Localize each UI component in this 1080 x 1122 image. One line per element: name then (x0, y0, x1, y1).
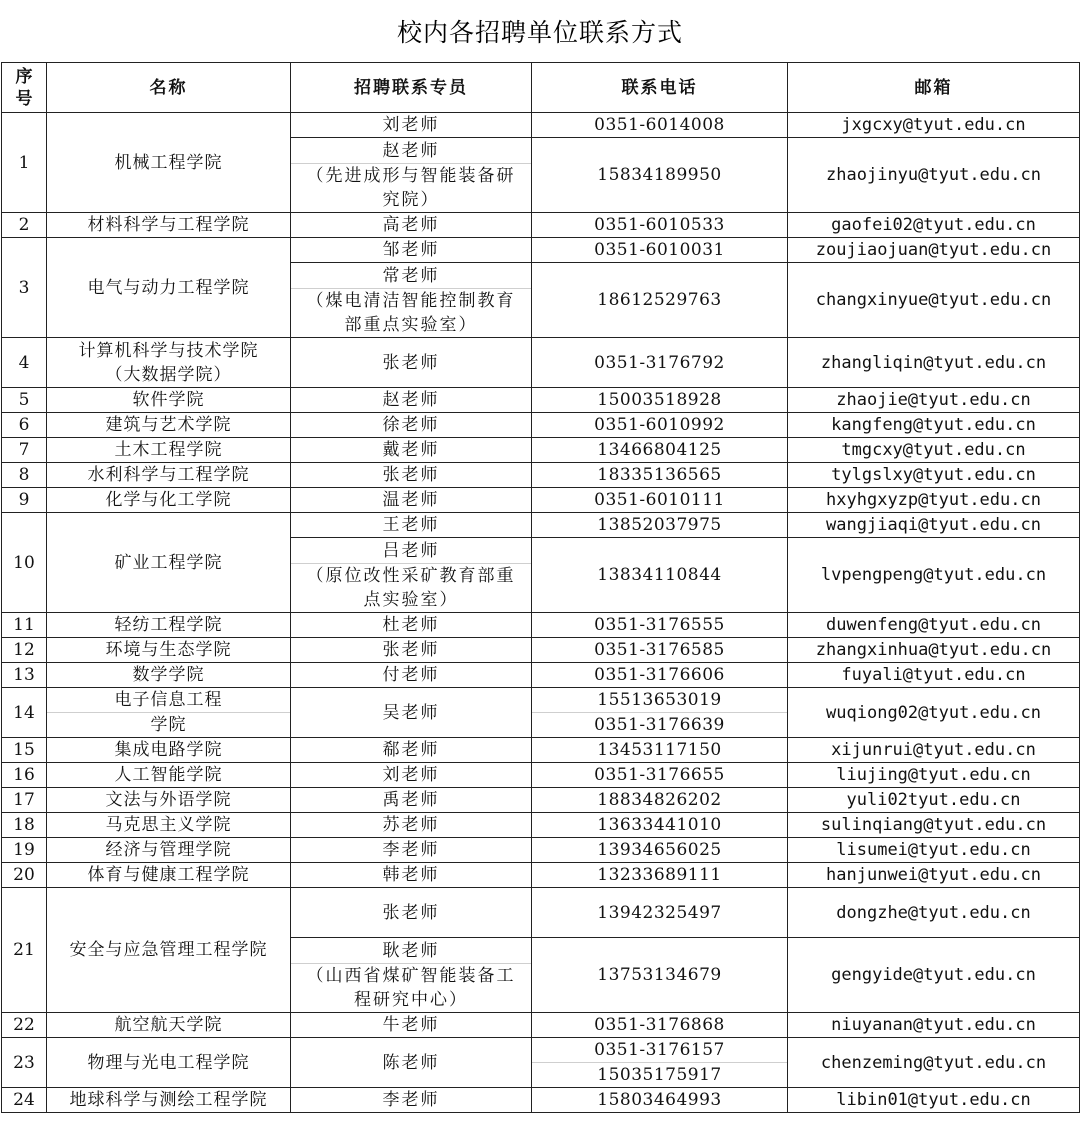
phone-number: 13466804125 (532, 438, 788, 463)
table-row (2, 888, 1080, 938)
header-phone: 联系电话 (532, 63, 788, 113)
contact-person: 张老师 (291, 463, 532, 488)
email-address: jxgcxy@tyut.edu.cn (788, 113, 1080, 138)
contact-person: 赵老师 (291, 388, 532, 413)
row-no: 8 (2, 463, 47, 488)
header-email: 邮箱 (788, 63, 1080, 113)
phone-number: 13233689111 (532, 863, 788, 888)
unit-name: 人工智能学院 (47, 763, 291, 788)
phone-number: 0351-3176655 (532, 763, 788, 788)
email-address: gengyide@tyut.edu.cn (788, 938, 1080, 1013)
row-no: 14 (2, 688, 47, 738)
table-row (2, 738, 1080, 763)
unit-name: 数学学院 (47, 663, 291, 688)
phone-number: 0351-6014008 (532, 113, 788, 138)
email-address: zhangxinhua@tyut.edu.cn (788, 638, 1080, 663)
email-address: tylgslxy@tyut.edu.cn (788, 463, 1080, 488)
unit-name: 经济与管理学院 (47, 838, 291, 863)
table-row (2, 1038, 1080, 1088)
unit-name: 文法与外语学院 (47, 788, 291, 813)
phone-number: 13834110844 (532, 538, 788, 613)
unit-name: 物理与光电工程学院 (47, 1038, 291, 1088)
table-row (2, 338, 1080, 388)
page-title: 校内各招聘单位联系方式 (396, 18, 683, 47)
email-address: liujing@tyut.edu.cn (788, 763, 1080, 788)
email-address: wangjiaqi@tyut.edu.cn (788, 513, 1080, 538)
email-address: wuqiong02@tyut.edu.cn (788, 688, 1080, 738)
email-address: zoujiaojuan@tyut.edu.cn (788, 238, 1080, 263)
contact-affiliation: 点实验室） (363, 589, 459, 610)
contact-name: 赵老师 (382, 140, 440, 161)
contact-affiliation: （原位改性采矿教育部重 (291, 563, 531, 588)
row-no: 15 (2, 738, 47, 763)
row-no: 11 (2, 613, 47, 638)
phone-number: 13852037975 (532, 513, 788, 538)
contact-name: 耿老师 (382, 940, 440, 961)
phone-number: 13633441010 (532, 813, 788, 838)
email-address: lvpengpeng@tyut.edu.cn (788, 538, 1080, 613)
email-address: xijunrui@tyut.edu.cn (788, 738, 1080, 763)
row-no: 13 (2, 663, 47, 688)
row-no: 3 (2, 238, 47, 338)
contact-person: 李老师 (291, 1088, 532, 1113)
contact-person: 张老师 (291, 888, 532, 938)
table-row (2, 663, 1080, 688)
phone-line: 0351-3176157 (594, 1040, 725, 1060)
phone-number: 0351-3176585 (532, 638, 788, 663)
row-no: 19 (2, 838, 47, 863)
table-row (2, 413, 1080, 438)
contact-person: 牛老师 (291, 1013, 532, 1038)
row-no: 4 (2, 338, 47, 388)
contact-person: 禹老师 (291, 788, 532, 813)
unit-name: 安全与应急管理工程学院 (47, 888, 291, 1013)
header-name: 名称 (47, 63, 291, 113)
table-row (2, 1013, 1080, 1038)
email-address: zhaojinyu@tyut.edu.cn (788, 138, 1080, 213)
row-no: 23 (2, 1038, 47, 1088)
contact-name: 常老师 (382, 265, 440, 286)
phone-line: 15035175917 (532, 1062, 787, 1087)
email-address: kangfeng@tyut.edu.cn (788, 413, 1080, 438)
row-no: 18 (2, 813, 47, 838)
email-address: zhangliqin@tyut.edu.cn (788, 338, 1080, 388)
row-no: 7 (2, 438, 47, 463)
header-no-line: 号 (15, 88, 33, 109)
email-address: libin01@tyut.edu.cn (788, 1088, 1080, 1113)
row-no: 20 (2, 863, 47, 888)
table-row (2, 463, 1080, 488)
contact-affiliation: 究院） (382, 189, 440, 210)
contact-person: 杜老师 (291, 613, 532, 638)
phone-line: 0351-3176639 (532, 712, 787, 737)
contact-person: 邹老师 (291, 238, 532, 263)
contact-affiliation: （先进成形与智能装备研 (291, 163, 531, 188)
unit-name-line: 学院 (47, 712, 290, 737)
row-no: 16 (2, 763, 47, 788)
contact-person: 高老师 (291, 213, 532, 238)
phone-number: 13942325497 (532, 888, 788, 938)
row-no: 24 (2, 1088, 47, 1113)
contact-person: 张老师 (291, 338, 532, 388)
phone-number (532, 688, 788, 738)
row-no: 9 (2, 488, 47, 513)
contact-person: 刘老师 (291, 763, 532, 788)
unit-name-line: 电子信息工程 (114, 690, 223, 710)
contact-person: 张老师 (291, 638, 532, 663)
phone-number: 13453117150 (532, 738, 788, 763)
phone-number: 0351-3176868 (532, 1013, 788, 1038)
unit-name (47, 688, 291, 738)
table-row (2, 113, 1080, 138)
contact-person: 吴老师 (291, 688, 532, 738)
contact-affiliation: 程研究中心） (354, 989, 468, 1010)
unit-name (47, 338, 291, 388)
email-address: yuli02tyut.edu.cn (788, 788, 1080, 813)
phone-number (532, 1038, 788, 1088)
email-address: changxinyue@tyut.edu.cn (788, 263, 1080, 338)
row-no: 5 (2, 388, 47, 413)
unit-name: 软件学院 (47, 388, 291, 413)
table-row (2, 763, 1080, 788)
table-row (2, 863, 1080, 888)
email-address: zhaojie@tyut.edu.cn (788, 388, 1080, 413)
unit-name: 环境与生态学院 (47, 638, 291, 663)
table-row (2, 613, 1080, 638)
table-row (2, 788, 1080, 813)
phone-number: 0351-6010031 (532, 238, 788, 263)
contact-name: 吕老师 (382, 540, 440, 561)
table-row (2, 1088, 1080, 1113)
phone-number: 0351-6010992 (532, 413, 788, 438)
email-address: sulinqiang@tyut.edu.cn (788, 813, 1080, 838)
unit-name: 马克思主义学院 (47, 813, 291, 838)
unit-name: 土木工程学院 (47, 438, 291, 463)
contacts-table (1, 62, 1080, 1113)
table-row (2, 638, 1080, 663)
contact-person: 刘老师 (291, 113, 532, 138)
email-address: chenzeming@tyut.edu.cn (788, 1038, 1080, 1088)
phone-number: 0351-6010533 (532, 213, 788, 238)
unit-name: 水利科学与工程学院 (47, 463, 291, 488)
phone-number: 15834189950 (532, 138, 788, 213)
contact-person (291, 538, 532, 613)
table-row (2, 688, 1080, 738)
phone-line: 15513653019 (597, 690, 722, 710)
contact-person: 付老师 (291, 663, 532, 688)
email-address: hanjunwei@tyut.edu.cn (788, 863, 1080, 888)
row-no: 2 (2, 213, 47, 238)
contact-person: 戴老师 (291, 438, 532, 463)
table-row (2, 388, 1080, 413)
email-address: duwenfeng@tyut.edu.cn (788, 613, 1080, 638)
table-row (2, 488, 1080, 513)
row-no: 22 (2, 1013, 47, 1038)
table-header-row (2, 63, 1080, 113)
phone-number: 0351-3176606 (532, 663, 788, 688)
email-address: hxyhgxyzp@tyut.edu.cn (788, 488, 1080, 513)
unit-name: 集成电路学院 (47, 738, 291, 763)
phone-number: 18834826202 (532, 788, 788, 813)
contact-person (291, 138, 532, 213)
header-no-line: 序 (15, 66, 33, 87)
unit-name-line: （大数据学院） (105, 364, 232, 385)
contact-person: 苏老师 (291, 813, 532, 838)
unit-name: 建筑与艺术学院 (47, 413, 291, 438)
contact-affiliation: 部重点实验室） (344, 314, 478, 335)
unit-name: 地球科学与测绘工程学院 (47, 1088, 291, 1113)
phone-number: 13753134679 (532, 938, 788, 1013)
phone-number: 18612529763 (532, 263, 788, 338)
phone-number: 15003518928 (532, 388, 788, 413)
contact-person: 韩老师 (291, 863, 532, 888)
phone-number: 18335136565 (532, 463, 788, 488)
table-row (2, 513, 1080, 538)
unit-name: 电气与动力工程学院 (47, 238, 291, 338)
contact-person (291, 263, 532, 338)
row-no: 6 (2, 413, 47, 438)
contact-person (291, 938, 532, 1013)
email-address: dongzhe@tyut.edu.cn (788, 888, 1080, 938)
email-address: niuyanan@tyut.edu.cn (788, 1013, 1080, 1038)
row-no: 10 (2, 513, 47, 613)
row-no: 17 (2, 788, 47, 813)
table-row (2, 813, 1080, 838)
unit-name-line: 计算机科学与技术学院 (78, 340, 259, 361)
unit-name: 航空航天学院 (47, 1013, 291, 1038)
header-no (2, 63, 47, 113)
header-contact: 招聘联系专员 (291, 63, 532, 113)
contact-person: 郗老师 (291, 738, 532, 763)
contact-affiliation: （山西省煤矿智能装备工 (291, 963, 531, 988)
row-no: 12 (2, 638, 47, 663)
contact-person: 王老师 (291, 513, 532, 538)
email-address: tmgcxy@tyut.edu.cn (788, 438, 1080, 463)
contact-person: 陈老师 (291, 1038, 532, 1088)
table-row (2, 213, 1080, 238)
table-row (2, 238, 1080, 263)
contact-affiliation: （煤电清洁智能控制教育 (291, 288, 531, 313)
unit-name: 体育与健康工程学院 (47, 863, 291, 888)
table-row (2, 838, 1080, 863)
unit-name: 矿业工程学院 (47, 513, 291, 613)
email-address: lisumei@tyut.edu.cn (788, 838, 1080, 863)
phone-number: 15803464993 (532, 1088, 788, 1113)
row-no: 1 (2, 113, 47, 213)
contact-person: 温老师 (291, 488, 532, 513)
unit-name: 材料科学与工程学院 (47, 213, 291, 238)
unit-name: 轻纺工程学院 (47, 613, 291, 638)
phone-number: 0351-6010111 (532, 488, 788, 513)
phone-number: 0351-3176792 (532, 338, 788, 388)
phone-number: 13934656025 (532, 838, 788, 863)
contact-person: 李老师 (291, 838, 532, 863)
phone-number: 0351-3176555 (532, 613, 788, 638)
table-row (2, 438, 1080, 463)
email-address: fuyali@tyut.edu.cn (788, 663, 1080, 688)
row-no: 21 (2, 888, 47, 1013)
unit-name: 化学与化工学院 (47, 488, 291, 513)
contact-person: 徐老师 (291, 413, 532, 438)
unit-name: 机械工程学院 (47, 113, 291, 213)
email-address: gaofei02@tyut.edu.cn (788, 213, 1080, 238)
